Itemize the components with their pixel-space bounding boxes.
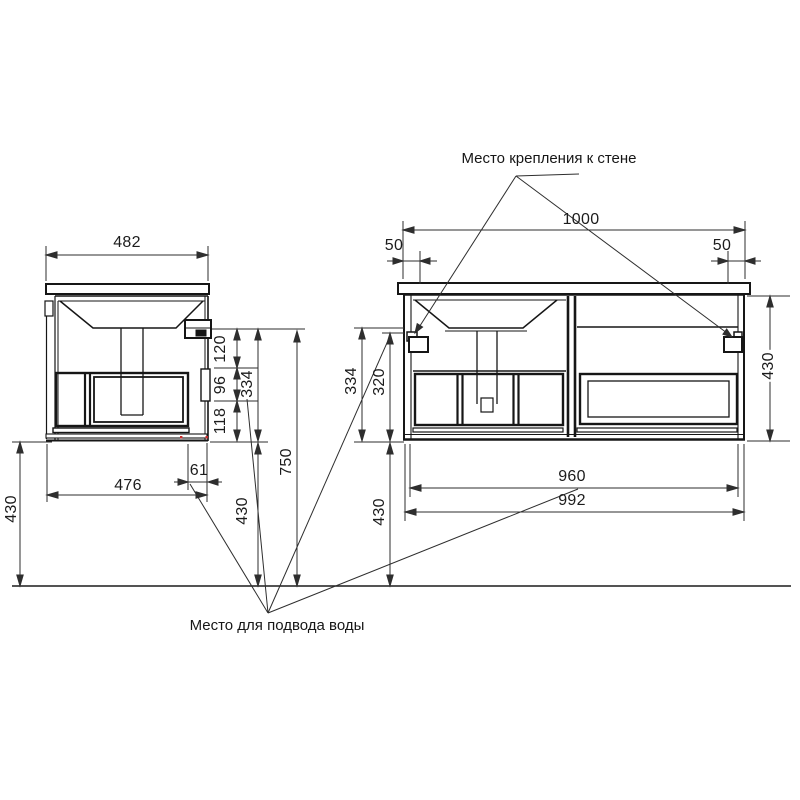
dim-50-right-label: 50	[712, 237, 732, 254]
front-basin	[415, 300, 557, 328]
water-supply-label: Место для подвода воды	[189, 616, 365, 634]
dim-1000-label: 1000	[562, 211, 600, 228]
dim-50-left-label: 50	[384, 237, 404, 254]
dim-482-label: 482	[113, 234, 141, 251]
wall-mount-leader	[415, 174, 732, 337]
marker-dot	[180, 436, 182, 438]
dim-992-label: 992	[558, 492, 586, 509]
dim-750-label: 750	[278, 448, 295, 476]
dim-61-label: 61	[189, 462, 209, 479]
side-drain-pipe	[121, 328, 143, 415]
side-countertop	[46, 284, 209, 294]
dim-320-label: 320	[371, 368, 388, 396]
dim-960-label: 960	[558, 468, 586, 485]
dim-430-side-label: 430	[234, 497, 251, 525]
side-drawer	[56, 373, 188, 426]
dim-334-side-label: 334	[239, 370, 256, 398]
marker-dot	[206, 436, 208, 438]
dim-430-far-left-label: 430	[3, 495, 20, 523]
side-siphon-outlet	[185, 320, 211, 338]
dim-430-front-label: 430	[371, 498, 388, 526]
front-view-cabinet	[398, 283, 750, 440]
dim-476-label: 476	[114, 477, 142, 494]
side-pipe-cutout	[201, 369, 210, 401]
dim-120-label: 120	[212, 335, 229, 363]
front-countertop	[398, 283, 750, 294]
dim-118-label: 118	[212, 407, 229, 435]
front-drawer-right	[580, 374, 737, 424]
side-door-edge	[45, 301, 53, 316]
front-view-dimensions	[354, 221, 790, 586]
dim-96-label: 96	[212, 375, 229, 395]
wall-bracket-left	[407, 332, 428, 352]
side-view-cabinet	[45, 284, 211, 441]
wall-mount-label: Место крепления к стене	[461, 149, 637, 167]
side-basin	[60, 301, 203, 328]
dim-334-front-label: 334	[343, 367, 360, 395]
dim-430-right-label: 430	[760, 352, 777, 380]
